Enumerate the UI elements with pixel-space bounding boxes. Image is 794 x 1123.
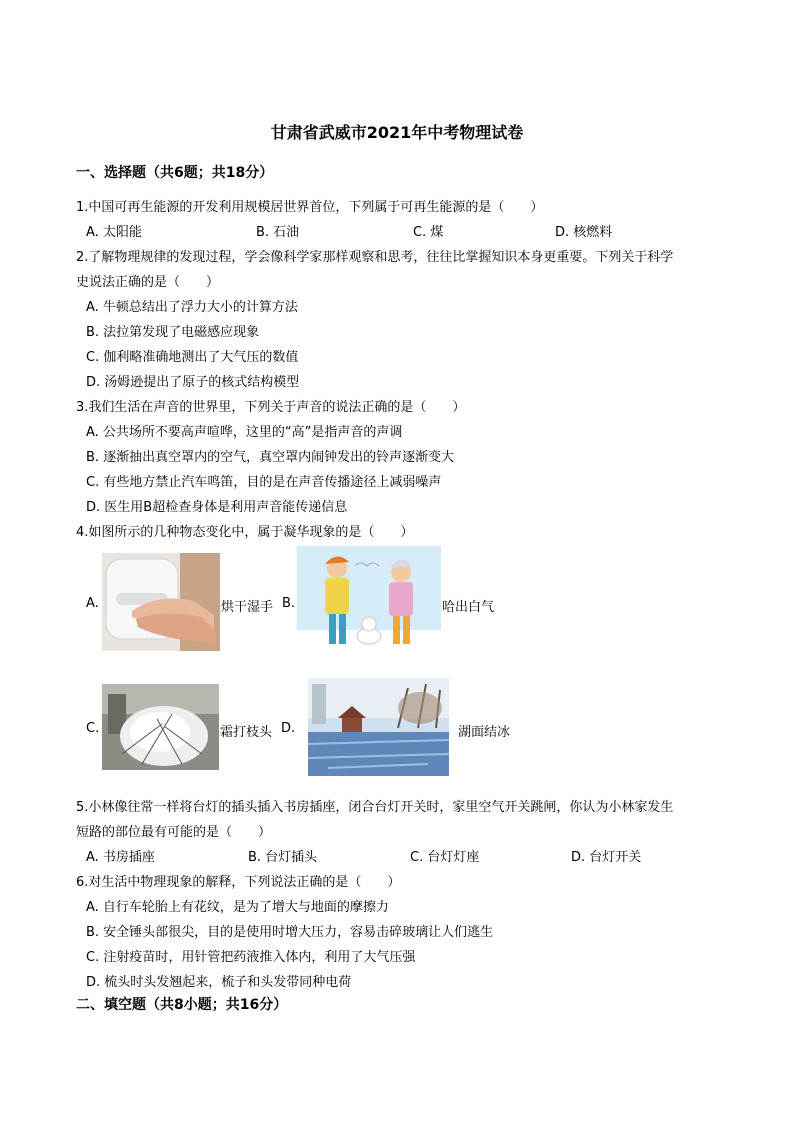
section-1-heading: 一、选择题（共6题；共18分）: [76, 165, 274, 181]
q4-option-b-caption: 哈出白气: [442, 600, 495, 615]
q1-option-a: A. 太阳能: [86, 225, 142, 240]
breath-fog-image: [297, 546, 441, 660]
section-2-heading: 二、填空题（共8小题；共16分）: [76, 997, 288, 1013]
q4-option-b-letter: B.: [282, 596, 296, 611]
q4-option-c-caption: 霜打枝头: [220, 725, 273, 740]
q1-stem: 1.中国可再生能源的开发利用规模居世界首位，下列属于可再生能源的是（ ）: [76, 200, 544, 215]
q2-stem-line1: 2.了解物理规律的发现过程，学会像科学家那样观察和思考，往往比掌握知识本身更重要。下列关于科学: [76, 250, 674, 265]
q3-option-b: B. 逐渐抽出真空罩内的空气，真空罩内闹钟发出的铃声逐渐变大: [86, 450, 455, 465]
q6-option-a: A. 自行车轮胎上有花纹，是为了增大与地面的摩擦力: [86, 900, 389, 915]
q2-option-d: D. 汤姆逊提出了原子的核式结构模型: [86, 375, 300, 390]
q1-option-c: C. 煤: [413, 225, 444, 240]
q6-stem: 6.对生活中物理现象的解释，下列说法正确的是（ ）: [76, 875, 401, 890]
q3-stem: 3.我们生活在声音的世界里，下列关于声音的说法正确的是（ ）: [76, 400, 466, 415]
q5-stem-line1: 5.小林像往常一样将台灯的插头插入书房插座，闭合台灯开关时，家里空气开关跳闸，你认为小林家发生: [76, 800, 674, 815]
q4-option-d-letter: D.: [281, 721, 296, 736]
q3-option-a: A. 公共场所不要高声喧哗，这里的“高”是指声音的声调: [86, 425, 403, 440]
q5-option-c: C. 台灯灯座: [410, 850, 480, 865]
q3-option-c: C. 有些地方禁止汽车鸣笛，目的是在声音传播途径上减弱噪声: [86, 475, 442, 490]
q2-option-c: C. 伽利略准确地测出了大气压的数值: [86, 350, 299, 365]
q4-option-d-caption: 湖面结冰: [458, 725, 511, 740]
q4-stem: 4.如图所示的几种物态变化中，属于凝华现象的是（ ）: [76, 525, 414, 540]
q4-option-c-letter: C.: [86, 721, 100, 736]
q2-stem-line2: 史说法正确的是（ ）: [76, 275, 220, 290]
q6-option-b: B. 安全锤头部很尖，目的是使用时增大压力，容易击碎玻璃让人们逃生: [86, 925, 494, 940]
q1-option-d: D. 核燃料: [555, 225, 613, 240]
exam-title: 甘肃省武威市2021年中考物理试卷: [270, 123, 524, 142]
q5-stem-line2: 短路的部位最有可能的是（ ）: [76, 825, 272, 840]
q5-option-a: A. 书房插座: [86, 850, 155, 865]
q2-option-a: A. 牛顿总结出了浮力大小的计算方法: [86, 300, 298, 315]
frost-branches-image: [102, 684, 219, 770]
hand-dryer-image: [102, 553, 220, 651]
q4-option-a-caption: 烘干湿手: [221, 600, 274, 615]
q4-option-a-letter: A.: [86, 596, 99, 611]
q5-option-b: B. 台灯插头: [248, 850, 318, 865]
q6-option-c: C. 注射疫苗时，用针管把药液推入体内，利用了大气压强: [86, 950, 416, 965]
q1-option-b: B. 石油: [256, 225, 300, 240]
q6-option-d: D. 梳头时头发翘起来，梳子和头发带同种电荷: [86, 975, 352, 990]
frozen-lake-image: [308, 678, 449, 776]
q2-option-b: B. 法拉第发现了电磁感应现象: [86, 325, 260, 340]
q5-option-d: D. 台灯开关: [571, 850, 642, 865]
q3-option-d: D. 医生用B超检查身体是利用声音能传递信息: [86, 500, 348, 515]
